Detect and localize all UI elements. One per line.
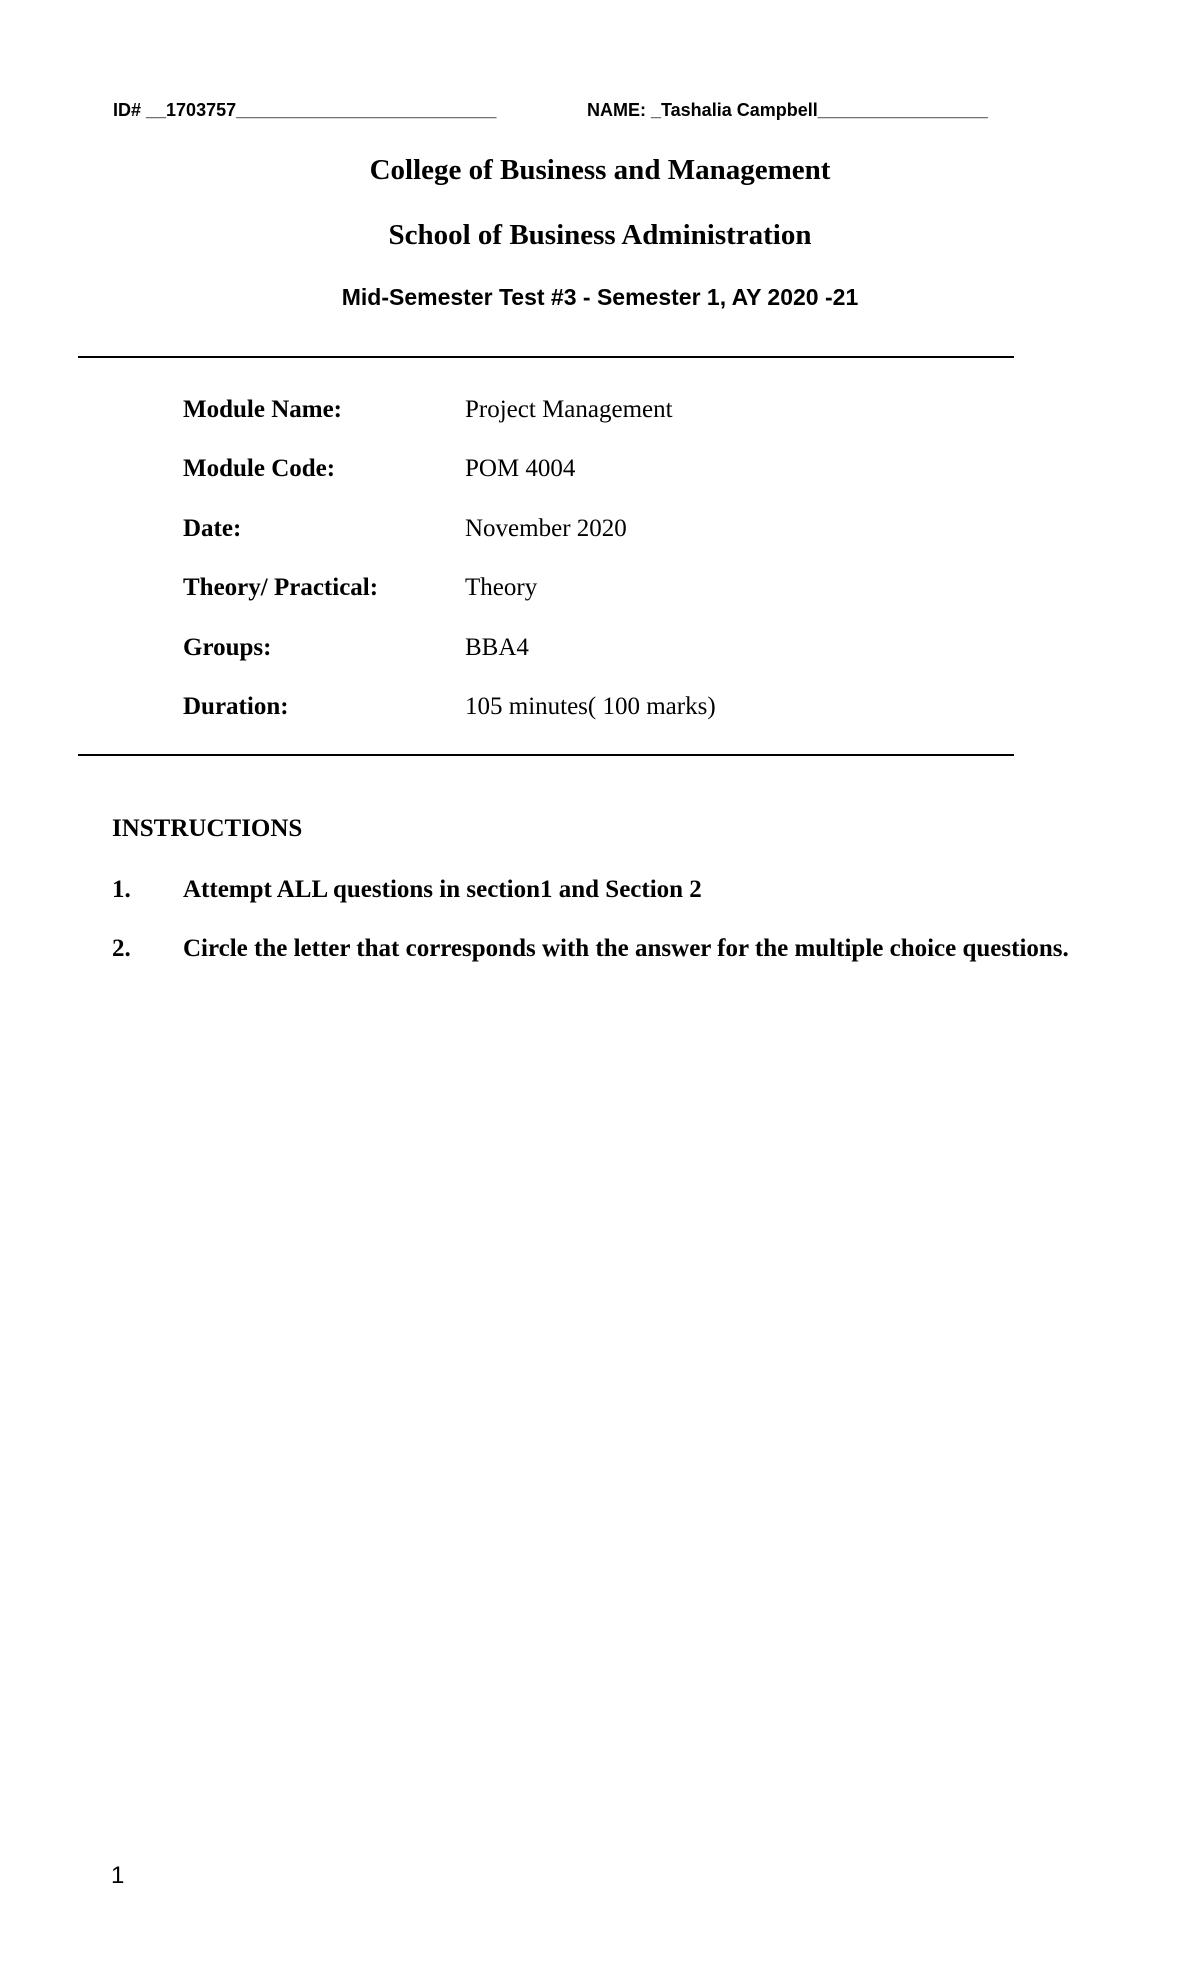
module-info-table — [183, 396, 983, 752]
instruction-text: Circle the letter that corresponds with the answer for the multiple choice questions. — [183, 935, 1069, 962]
groups-label: Groups: — [183, 633, 272, 661]
college-title: College of Business and Management — [369, 154, 831, 186]
module-name-row — [183, 396, 983, 455]
theory-practical-value: Theory — [465, 574, 538, 602]
student-header — [113, 100, 1013, 126]
instructions-heading: INSTRUCTIONS — [112, 815, 303, 842]
module-name-value: Project Management — [465, 396, 673, 423]
groups-row — [183, 634, 983, 693]
top-divider — [78, 356, 1014, 358]
duration-row — [183, 693, 983, 752]
student-name-field: NAME: _Tashalia Campbell_________________ — [587, 100, 988, 120]
instruction-number: 1. — [112, 876, 131, 903]
bottom-divider — [78, 754, 1014, 756]
theory-practical-row — [183, 574, 983, 633]
groups-value: BBA4 — [465, 633, 529, 661]
instruction-number: 2. — [112, 935, 131, 962]
duration-value: 105 minutes( 100 marks) — [465, 692, 716, 720]
module-code-row — [183, 455, 983, 514]
date-value: November 2020 — [465, 514, 627, 542]
date-label: Date: — [183, 514, 242, 542]
module-code-value: POM 4004 — [465, 455, 576, 483]
date-row — [183, 515, 983, 574]
school-title: School of Business Administration — [388, 219, 812, 251]
test-title: Mid-Semester Test #3 - Semester 1, AY 2020 -21 — [341, 284, 859, 310]
instruction-text: Attempt ALL questions in section1 and Section 2 — [183, 876, 702, 903]
page-number: 1 — [111, 1862, 125, 1889]
module-code-label: Module Code: — [183, 455, 336, 483]
theory-practical-label: Theory/ Practical: — [183, 574, 379, 602]
module-name-label: Module Name: — [183, 396, 342, 423]
student-id-field: ID# __1703757__________________________ — [113, 100, 497, 120]
duration-label: Duration: — [183, 692, 289, 720]
